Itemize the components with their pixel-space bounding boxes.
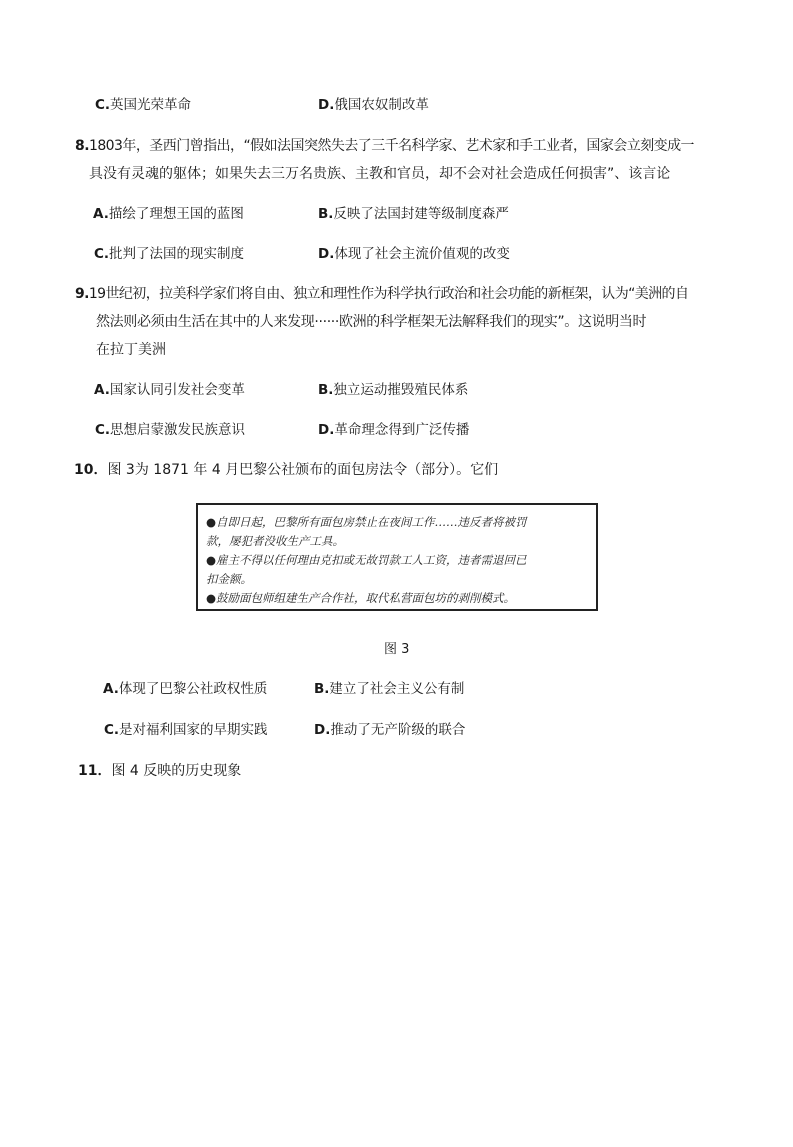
q9-stem-line-1 (75, 284, 688, 304)
q8-stem-line-2: 具没有灵魂的躯体；如果失去三万名贵族、主教和官员，却不会对社会造成任何损害”、该言论 (89, 166, 671, 182)
option-text: 批判了法国的现实制度 (109, 246, 245, 262)
q8-option-a[interactable] (93, 204, 244, 224)
option-text: 俄国农奴制改革 (334, 97, 429, 113)
option-text: 体现了巴黎公社政权性质 (118, 681, 268, 697)
question-stem: 1803年，圣西门曾指出，“假如法国突然失去了三千名科学家、艺术家和手工业者，国家会立刻变成一 (88, 138, 694, 154)
q8-option-c[interactable] (94, 244, 244, 264)
option-letter: D. (318, 422, 335, 438)
q9-option-c[interactable] (95, 420, 245, 440)
option-text: 英国光荣革命 (110, 97, 192, 113)
option-letter: B. (318, 382, 334, 398)
option-text: 体现了社会主流价值观的改变 (334, 246, 510, 262)
option-letter: C. (94, 246, 110, 262)
figure-3-caption: 图 3 (384, 642, 410, 657)
q7-option-c[interactable] (95, 95, 191, 115)
option-letter: A. (94, 382, 110, 398)
option-text: 独立运动摧毁殖民体系 (333, 382, 469, 398)
decree-line-3: ●雇主不得以任何理由克扣或无故罚款工人工资，违者需退回已 (206, 553, 527, 567)
question-stem: 19世纪初，拉美科学家们将自由、独立和理性作为科学执行政治和社会功能的新框架，认为“美洲的自 (88, 286, 689, 302)
option-text: 思想启蒙激发民族意识 (110, 422, 246, 438)
q10-stem (74, 460, 498, 480)
question-stem: 图 4 反映的历史现象 (111, 763, 242, 779)
question-number: 10． (74, 462, 108, 478)
q10-option-a[interactable] (103, 679, 267, 699)
q9-option-a[interactable] (94, 380, 245, 400)
q10-option-b[interactable] (314, 679, 464, 699)
q9-stem-line-2: 然法则必须由生活在其中的人来发现······欧洲的科学框架无法解释我们的现实”。这说明当时 (96, 314, 647, 330)
question-stem: 图 3为 1871 年 4 月巴黎公社颁布的面包房法令（部分）。它们 (107, 462, 499, 478)
option-letter: D. (318, 97, 335, 113)
q8-stem-line-1 (75, 136, 694, 156)
option-text: 革命理念得到广泛传播 (334, 422, 470, 438)
decree-line-5: ●鼓励面包师组建生产合作社，取代私营面包坊的剥削模式。 (206, 591, 516, 605)
q10-option-d[interactable] (314, 720, 465, 740)
q9-option-d[interactable] (318, 420, 469, 440)
option-letter: D. (314, 722, 331, 738)
figure-3-decree-box (196, 503, 598, 611)
option-letter: D. (318, 246, 335, 262)
option-letter: B. (314, 681, 330, 697)
option-text: 反映了法国封建等级制度森严 (333, 206, 509, 222)
q11-stem (78, 761, 241, 781)
q9-option-b[interactable] (318, 380, 468, 400)
option-letter: A. (103, 681, 119, 697)
decree-line-4: 扣金额。 (206, 572, 252, 586)
decree-line-2: 款，屡犯者没收生产工具。 (206, 534, 344, 548)
q10-option-c[interactable] (104, 720, 268, 740)
question-number: 11． (78, 763, 112, 779)
option-text: 推动了无产阶级的联合 (330, 722, 466, 738)
question-number: 9. (75, 286, 89, 302)
q9-stem-line-3: 在拉丁美洲 (96, 342, 166, 358)
option-text: 描绘了理想王国的蓝图 (108, 206, 244, 222)
option-letter: A. (93, 206, 109, 222)
option-letter: C. (104, 722, 120, 738)
question-number: 8. (75, 138, 89, 154)
option-text: 国家认同引发社会变革 (109, 382, 245, 398)
q8-option-d[interactable] (318, 244, 510, 264)
option-letter: C. (95, 422, 111, 438)
option-letter: C. (95, 97, 111, 113)
decree-line-1: ●自即日起，巴黎所有面包房禁止在夜间工作……违反者将被罚 (206, 515, 527, 529)
q8-option-b[interactable] (318, 204, 509, 224)
q7-option-d[interactable] (318, 95, 429, 115)
option-text: 是对福利国家的早期实践 (119, 722, 268, 738)
option-letter: B. (318, 206, 334, 222)
option-text: 建立了社会主义公有制 (329, 681, 465, 697)
